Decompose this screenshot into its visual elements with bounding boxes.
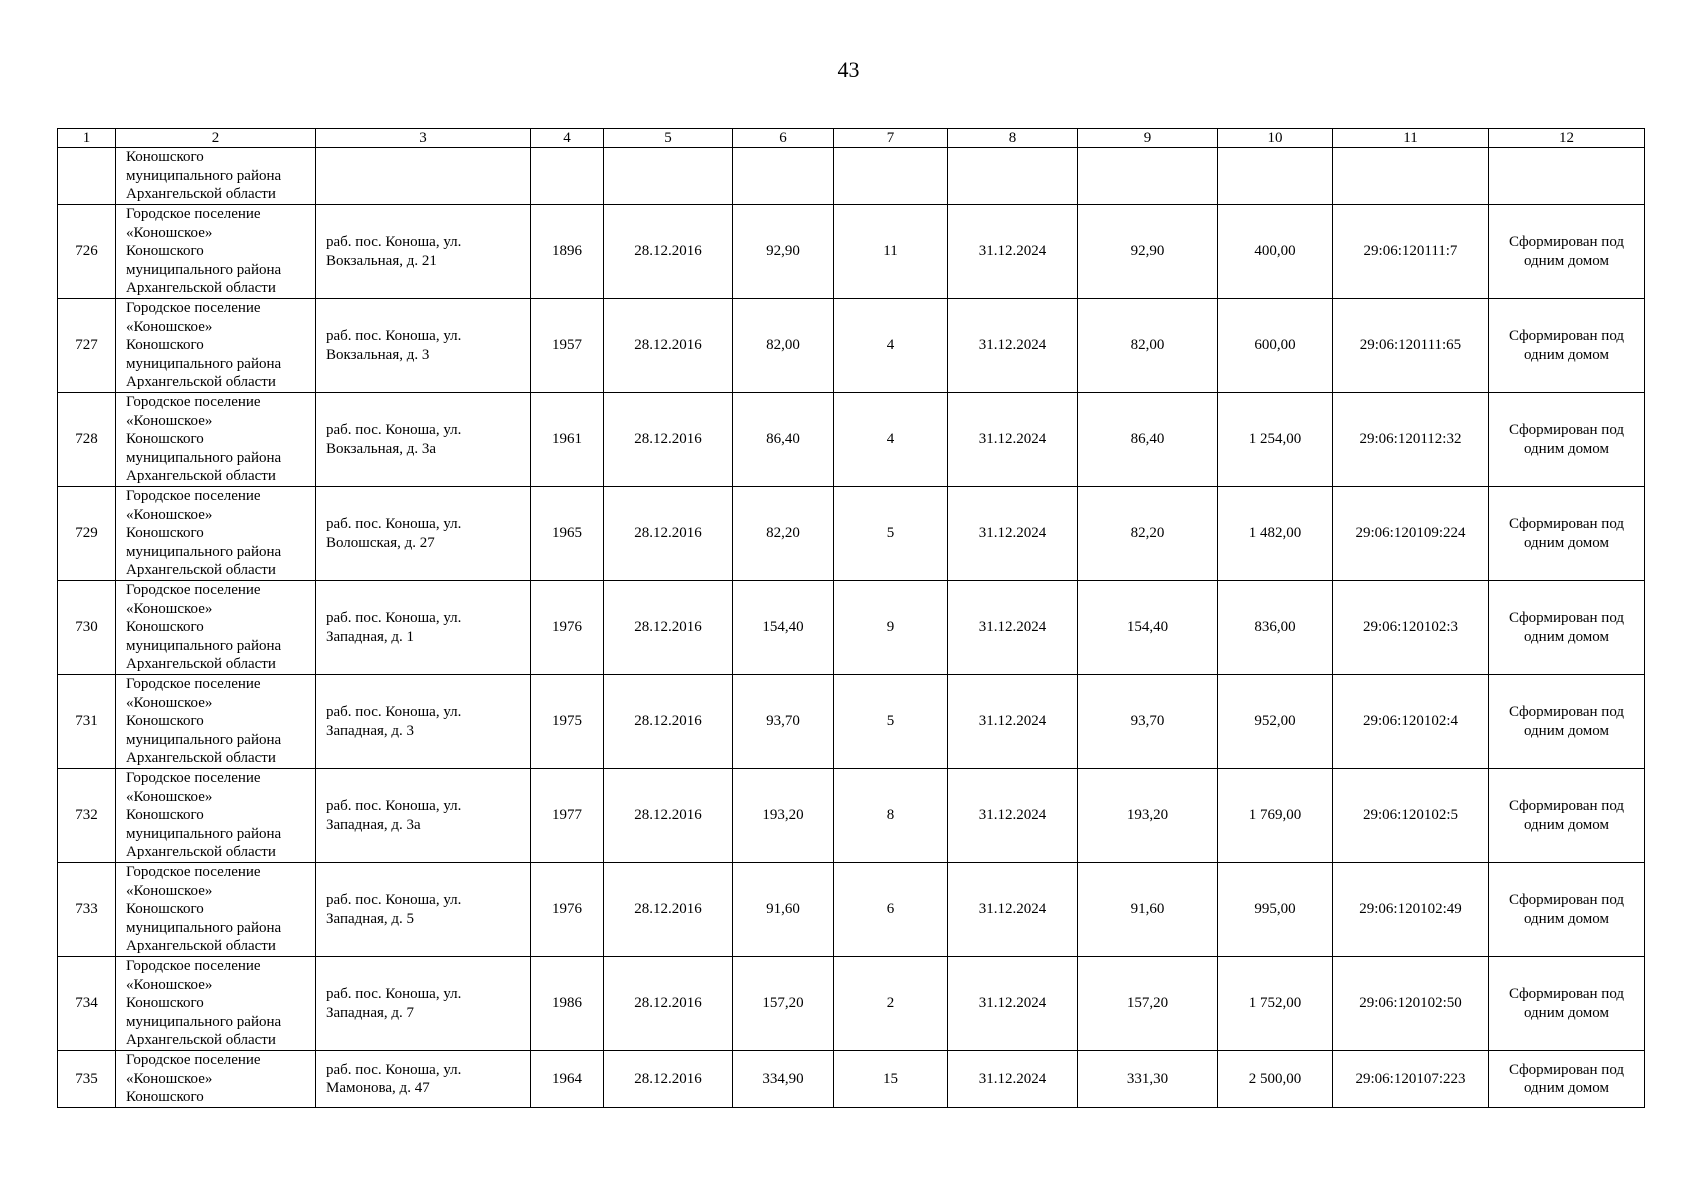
cell-line: раб. пос. Коноша, ул.: [326, 610, 462, 626]
cell-line: Коношского: [126, 901, 204, 918]
cell-year: 1964: [531, 1051, 604, 1108]
cell-area2: 93,70: [1078, 675, 1218, 769]
cell-area2: 157,20: [1078, 957, 1218, 1051]
cell-year: 1957: [531, 299, 604, 393]
cell-cadastral: [1333, 148, 1489, 205]
cell-line: Коношского: [126, 149, 204, 166]
cell-area: 334,90: [733, 1051, 834, 1108]
cell-cadastral: 29:06:120111:7: [1333, 205, 1489, 299]
cell-line: Коношского: [126, 807, 204, 824]
cell-date: 28.12.2016: [604, 769, 733, 863]
cell-line: Западная, д. 1: [326, 628, 415, 645]
cell-status: [1489, 393, 1645, 487]
cell-land: 1 254,00: [1218, 393, 1333, 487]
cell-address: [316, 299, 531, 393]
cell-date: 28.12.2016: [604, 1051, 733, 1108]
cell-count: 9: [834, 581, 948, 675]
cell-year: 1976: [531, 581, 604, 675]
cell-area: 86,40: [733, 393, 834, 487]
cell-name: [116, 581, 316, 675]
cell-area: 193,20: [733, 769, 834, 863]
cell-no: 729: [58, 487, 116, 581]
cell-line: Вокзальная, д. 3: [326, 346, 430, 363]
cell-address: [316, 769, 531, 863]
cell-line: Коношского: [126, 243, 204, 260]
cell-line: Сформирован под: [1508, 516, 1625, 532]
cell-area2: 92,90: [1078, 205, 1218, 299]
cell-line: раб. пос. Коноша, ул.: [326, 986, 462, 1002]
cell-line: Коношского: [126, 1089, 204, 1106]
column-header-7: 7: [834, 129, 948, 148]
cell-line: Коношского: [126, 995, 204, 1012]
cell-line: Вокзальная, д. 3а: [326, 440, 437, 457]
cell-year: 1976: [531, 863, 604, 957]
cell-line: Городское поселение: [126, 300, 261, 317]
cell-line: Сформирован под: [1508, 704, 1625, 720]
cell-count: 4: [834, 299, 948, 393]
cell-line: Архангельской области: [126, 938, 276, 955]
cell-date: 28.12.2016: [604, 205, 733, 299]
cell-line: Сформирован под: [1508, 1061, 1625, 1078]
cell-area: 154,40: [733, 581, 834, 675]
cell-year: 1977: [531, 769, 604, 863]
table-body: [58, 148, 1645, 1108]
cell-line: одним домом: [1523, 722, 1610, 739]
cell-line: Сформирован под: [1508, 422, 1625, 438]
cell-line: «Коношское»: [126, 506, 213, 523]
cell-line: Городское поселение: [126, 1052, 261, 1069]
cell-address: [316, 393, 531, 487]
cell-count: 5: [834, 675, 948, 769]
cell-date: 28.12.2016: [604, 581, 733, 675]
cell-name: [116, 148, 316, 205]
cell-no: 730: [58, 581, 116, 675]
cell-status: [1489, 863, 1645, 957]
cell-cadastral: 29:06:120102:5: [1333, 769, 1489, 863]
cell-line: муниципального района: [126, 261, 282, 278]
cell-line: раб. пос. Коноша, ул.: [326, 892, 462, 908]
cell-count: 6: [834, 863, 948, 957]
cell-line: Городское поселение: [126, 864, 261, 881]
cell-line: «Коношское»: [126, 882, 213, 899]
table-row: [58, 1051, 1645, 1108]
cell-date: [604, 148, 733, 205]
cell-area: 91,60: [733, 863, 834, 957]
cell-line: Сформирован под: [1508, 892, 1625, 908]
column-header-4: 4: [531, 129, 604, 148]
cell-name: [116, 675, 316, 769]
column-header-12: 12: [1489, 129, 1645, 148]
cell-area2: 331,30: [1078, 1051, 1218, 1108]
cell-address: [316, 1051, 531, 1108]
cell-line: муниципального района: [126, 825, 282, 842]
cell-line: «Коношское»: [126, 224, 213, 241]
cell-deadline: 31.12.2024: [948, 581, 1078, 675]
cell-name: [116, 393, 316, 487]
cell-deadline: 31.12.2024: [948, 205, 1078, 299]
cell-year: 1896: [531, 205, 604, 299]
cell-line: одним домом: [1523, 1080, 1610, 1096]
cell-line: муниципального района: [126, 167, 282, 184]
cell-line: Архангельской области: [126, 750, 276, 767]
cell-name: [116, 299, 316, 393]
cell-cadastral: 29:06:120111:65: [1333, 299, 1489, 393]
cell-status: [1489, 148, 1645, 205]
cell-cadastral: 29:06:120102:50: [1333, 957, 1489, 1051]
cell-address: [316, 957, 531, 1051]
cell-area: 82,00: [733, 299, 834, 393]
table-row: [58, 675, 1645, 769]
cell-cadastral: 29:06:120112:32: [1333, 393, 1489, 487]
cell-name: [116, 769, 316, 863]
cell-line: Западная, д. 7: [326, 1004, 415, 1021]
cell-no: 731: [58, 675, 116, 769]
cell-land: 2 500,00: [1218, 1051, 1333, 1108]
cell-year: 1961: [531, 393, 604, 487]
cell-name: [116, 205, 316, 299]
cell-line: Коношского: [126, 713, 204, 730]
cell-line: Западная, д. 5: [326, 910, 415, 927]
table-row: [58, 581, 1645, 675]
column-header-11: 11: [1333, 129, 1489, 148]
column-header-10: 10: [1218, 129, 1333, 148]
cell-date: 28.12.2016: [604, 487, 733, 581]
column-header-5: 5: [604, 129, 733, 148]
cell-count: 11: [834, 205, 948, 299]
cell-line: «Коношское»: [126, 1070, 213, 1087]
cell-line: Архангельской области: [126, 1032, 276, 1049]
cell-area2: 193,20: [1078, 769, 1218, 863]
cell-line: муниципального района: [126, 543, 282, 560]
cell-year: 1986: [531, 957, 604, 1051]
cell-line: одним домом: [1523, 252, 1610, 269]
cell-no: 733: [58, 863, 116, 957]
cell-address: [316, 487, 531, 581]
cell-line: Городское поселение: [126, 206, 261, 223]
cell-line: муниципального района: [126, 731, 282, 748]
table-row: [58, 769, 1645, 863]
cell-line: Сформирован под: [1508, 610, 1625, 626]
cell-line: раб. пос. Коноша, ул.: [326, 422, 462, 438]
cell-deadline: 31.12.2024: [948, 299, 1078, 393]
cell-line: Сформирован под: [1508, 986, 1625, 1002]
column-header-9: 9: [1078, 129, 1218, 148]
cell-line: Городское поселение: [126, 676, 261, 693]
cell-line: одним домом: [1523, 910, 1610, 927]
cell-line: Архангельской области: [126, 186, 276, 203]
cell-count: 4: [834, 393, 948, 487]
cell-area2: 82,20: [1078, 487, 1218, 581]
cell-land: 1 769,00: [1218, 769, 1333, 863]
cell-address: [316, 863, 531, 957]
cell-line: муниципального района: [126, 919, 282, 936]
cell-no: 734: [58, 957, 116, 1051]
cell-count: 15: [834, 1051, 948, 1108]
cell-line: Городское поселение: [126, 958, 261, 975]
cell-line: муниципального района: [126, 355, 282, 372]
cell-deadline: 31.12.2024: [948, 1051, 1078, 1108]
column-header-1: 1: [58, 129, 116, 148]
cell-year: 1975: [531, 675, 604, 769]
cell-line: раб. пос. Коноша, ул.: [326, 704, 462, 720]
cell-count: 5: [834, 487, 948, 581]
cell-line: раб. пос. Коноша, ул.: [326, 516, 462, 532]
cell-status: [1489, 675, 1645, 769]
cell-count: 2: [834, 957, 948, 1051]
cell-line: «Коношское»: [126, 788, 213, 805]
cell-no: 727: [58, 299, 116, 393]
cell-line: Волошская, д. 27: [326, 534, 435, 551]
cell-land: 600,00: [1218, 299, 1333, 393]
cell-land: 1 482,00: [1218, 487, 1333, 581]
cell-line: Вокзальная, д. 21: [326, 252, 437, 269]
cell-line: Городское поселение: [126, 394, 261, 411]
cell-line: муниципального района: [126, 637, 282, 654]
cell-no: 726: [58, 205, 116, 299]
cell-deadline: 31.12.2024: [948, 487, 1078, 581]
cell-line: раб. пос. Коноша, ул.: [326, 1061, 462, 1078]
cell-line: «Коношское»: [126, 412, 213, 429]
cell-land: 1 752,00: [1218, 957, 1333, 1051]
cell-line: «Коношское»: [126, 318, 213, 335]
column-header-2: 2: [116, 129, 316, 148]
table-row: [58, 393, 1645, 487]
cell-line: Архангельской области: [126, 562, 276, 579]
cell-date: 28.12.2016: [604, 863, 733, 957]
cell-line: Сформирован под: [1508, 234, 1625, 250]
cell-cadastral: 29:06:120102:3: [1333, 581, 1489, 675]
cell-line: одним домом: [1523, 816, 1610, 833]
cell-line: одним домом: [1523, 534, 1610, 551]
table-row: [58, 299, 1645, 393]
cell-line: Архангельской области: [126, 468, 276, 485]
cell-land: 836,00: [1218, 581, 1333, 675]
cell-area2: 86,40: [1078, 393, 1218, 487]
cell-land: 400,00: [1218, 205, 1333, 299]
cell-address: [316, 675, 531, 769]
cell-cadastral: 29:06:120109:224: [1333, 487, 1489, 581]
cell-name: [116, 487, 316, 581]
cell-line: одним домом: [1523, 346, 1610, 363]
cell-area: 82,20: [733, 487, 834, 581]
cell-line: Городское поселение: [126, 582, 261, 599]
cell-area2: 91,60: [1078, 863, 1218, 957]
cell-area2: 154,40: [1078, 581, 1218, 675]
table-header-row: [58, 129, 1645, 148]
cell-line: Городское поселение: [126, 770, 261, 787]
cell-date: 28.12.2016: [604, 957, 733, 1051]
table-row: [58, 205, 1645, 299]
cell-line: Мамонова, д. 47: [326, 1080, 430, 1096]
cell-no: 732: [58, 769, 116, 863]
column-header-6: 6: [733, 129, 834, 148]
cell-land: 995,00: [1218, 863, 1333, 957]
cell-area: 157,20: [733, 957, 834, 1051]
housing-registry-table: [57, 128, 1645, 1108]
page-number: 43: [837, 57, 860, 82]
cell-line: Архангельской области: [126, 374, 276, 391]
cell-line: одним домом: [1523, 628, 1610, 645]
cell-area2: [1078, 148, 1218, 205]
cell-land: 952,00: [1218, 675, 1333, 769]
cell-deadline: [948, 148, 1078, 205]
cell-line: Западная, д. 3а: [326, 816, 421, 833]
cell-no: [58, 148, 116, 205]
cell-status: [1489, 299, 1645, 393]
cell-line: раб. пос. Коноша, ул.: [326, 798, 462, 814]
cell-status: [1489, 769, 1645, 863]
cell-name: [116, 1051, 316, 1108]
cell-line: одним домом: [1523, 440, 1610, 457]
cell-status: [1489, 205, 1645, 299]
cell-line: Сформирован под: [1508, 328, 1625, 344]
cell-count: [834, 148, 948, 205]
cell-status: [1489, 487, 1645, 581]
cell-line: Архангельской области: [126, 656, 276, 673]
table-row: [58, 957, 1645, 1051]
cell-line: Архангельской области: [126, 844, 276, 861]
cell-line: «Коношское»: [126, 976, 213, 993]
cell-status: [1489, 581, 1645, 675]
cell-line: одним домом: [1523, 1004, 1610, 1021]
cell-year: [531, 148, 604, 205]
cell-no: 728: [58, 393, 116, 487]
cell-area2: 82,00: [1078, 299, 1218, 393]
cell-deadline: 31.12.2024: [948, 863, 1078, 957]
cell-deadline: 31.12.2024: [948, 957, 1078, 1051]
cell-land: [1218, 148, 1333, 205]
cell-cadastral: 29:06:120107:223: [1333, 1051, 1489, 1108]
cell-deadline: 31.12.2024: [948, 393, 1078, 487]
column-header-8: 8: [948, 129, 1078, 148]
cell-line: Западная, д. 3: [326, 722, 415, 739]
cell-address: [316, 581, 531, 675]
cell-line: Коношского: [126, 431, 204, 448]
cell-cadastral: 29:06:120102:49: [1333, 863, 1489, 957]
cell-area: [733, 148, 834, 205]
cell-line: муниципального района: [126, 449, 282, 466]
cell-area: 93,70: [733, 675, 834, 769]
cell-line: раб. пос. Коноша, ул.: [326, 234, 462, 250]
cell-line: муниципального района: [126, 1013, 282, 1030]
cell-line: «Коношское»: [126, 600, 213, 617]
cell-name: [116, 957, 316, 1051]
cell-status: [1489, 1051, 1645, 1108]
cell-cadastral: 29:06:120102:4: [1333, 675, 1489, 769]
table-row: [58, 487, 1645, 581]
cell-line: раб. пос. Коноша, ул.: [326, 328, 462, 344]
cell-line: Коношского: [126, 619, 204, 636]
cell-date: 28.12.2016: [604, 675, 733, 769]
cell-line: Архангельской области: [126, 280, 276, 297]
cell-deadline: 31.12.2024: [948, 769, 1078, 863]
continuation-row: [58, 148, 1645, 205]
cell-line: «Коношское»: [126, 694, 213, 711]
cell-area: 92,90: [733, 205, 834, 299]
cell-no: 735: [58, 1051, 116, 1108]
cell-name: [116, 863, 316, 957]
cell-date: 28.12.2016: [604, 299, 733, 393]
cell-address: [316, 148, 531, 205]
cell-line: Коношского: [126, 337, 204, 354]
cell-line: Коношского: [126, 525, 204, 542]
cell-line: Сформирован под: [1508, 798, 1625, 814]
column-header-3: 3: [316, 129, 531, 148]
cell-count: 8: [834, 769, 948, 863]
cell-status: [1489, 957, 1645, 1051]
cell-line: Городское поселение: [126, 488, 261, 505]
cell-address: [316, 205, 531, 299]
table-row: [58, 863, 1645, 957]
cell-deadline: 31.12.2024: [948, 675, 1078, 769]
cell-date: 28.12.2016: [604, 393, 733, 487]
cell-year: 1965: [531, 487, 604, 581]
